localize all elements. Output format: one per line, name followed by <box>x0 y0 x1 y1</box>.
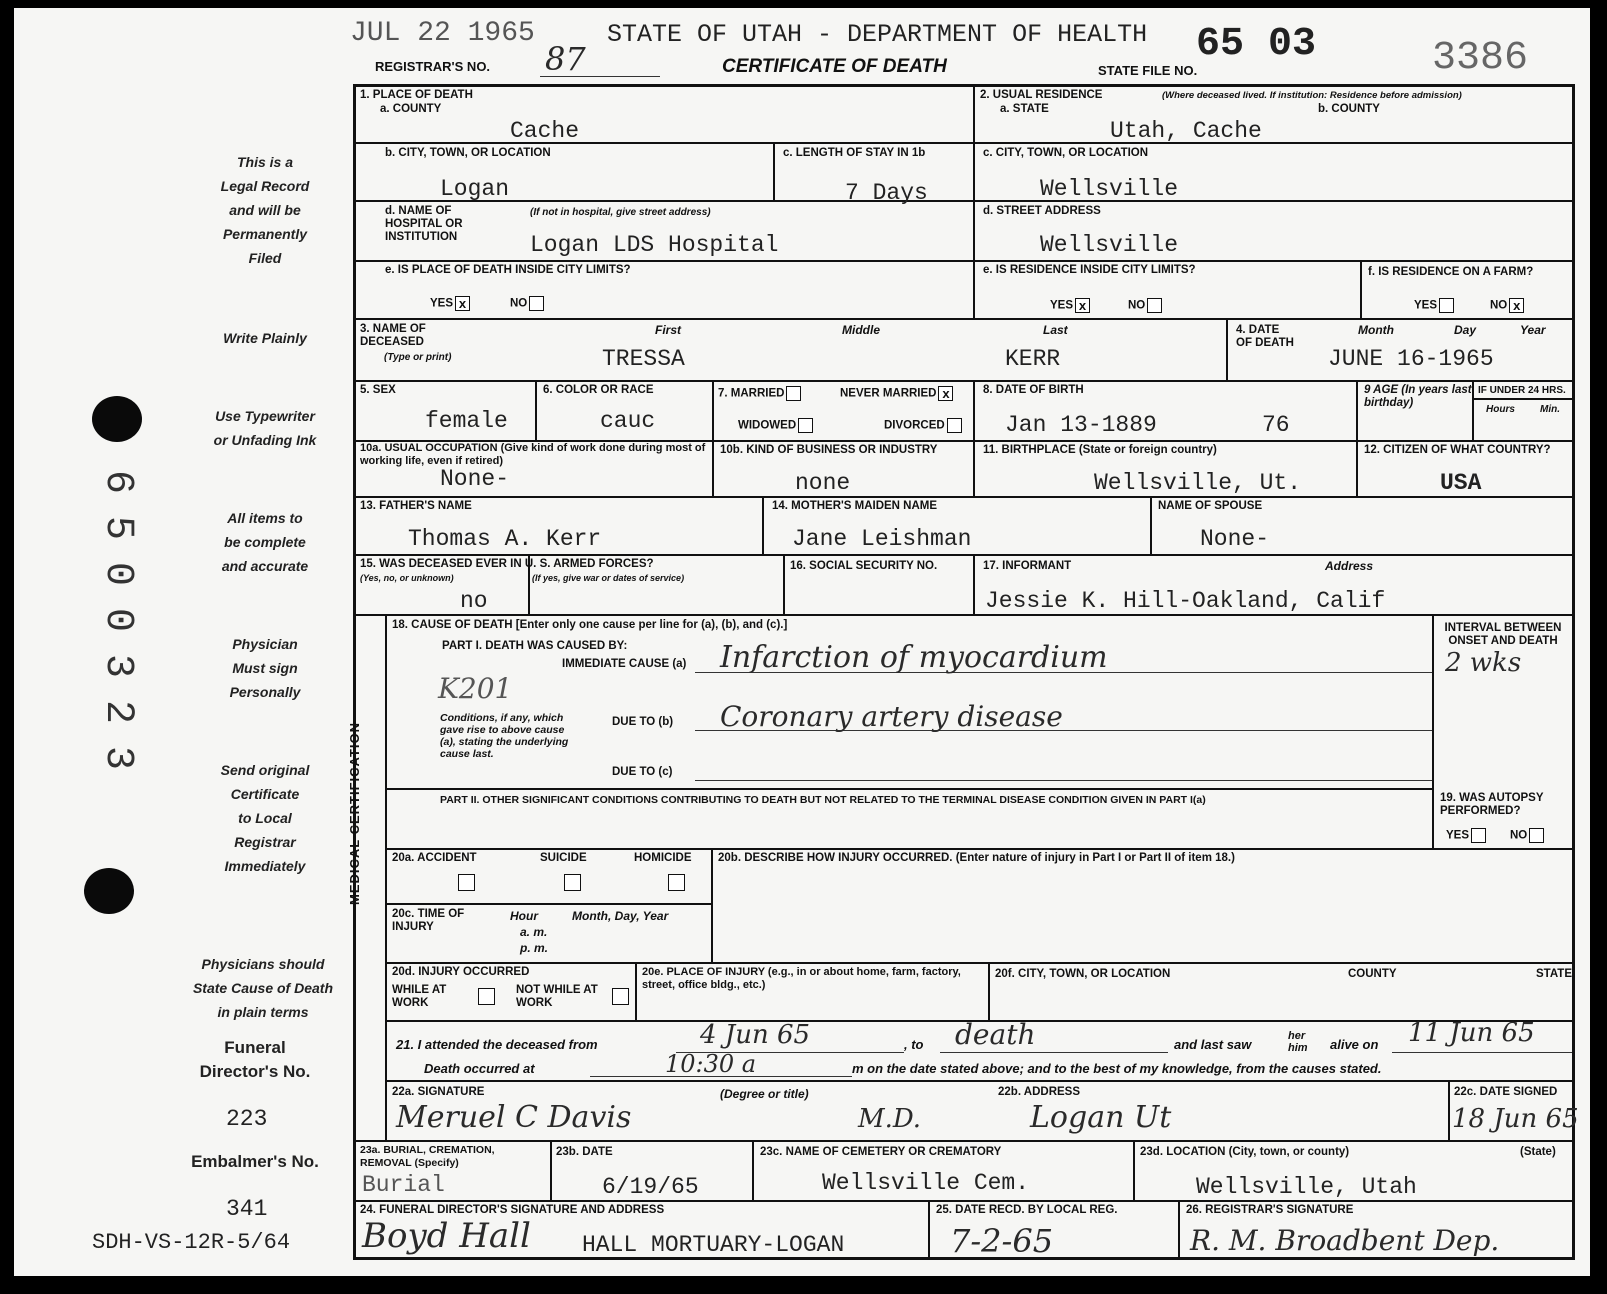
label-date-23b: 23b. DATE <box>556 1146 613 1158</box>
label-suicide: SUICIDE <box>540 852 587 864</box>
label-injury-how: 20b. DESCRIBE HOW INJURY OCCURRED. (Enter nature of injury in Part I or Part II of item 18.) <box>718 852 1235 864</box>
label-signature: 22a. SIGNATURE <box>392 1086 485 1098</box>
marital-divorced: DIVORCED <box>884 418 962 433</box>
label-to: , to <box>904 1037 924 1052</box>
label-state-paren: (State) <box>1520 1146 1556 1158</box>
value-sex: female <box>425 408 508 434</box>
registrars-no: 87 <box>545 40 586 78</box>
label-type-print: (Type or print) <box>384 352 452 363</box>
value-residence-city: Wellsville <box>1040 176 1179 202</box>
value-county: Cache <box>510 118 580 144</box>
label-age: 9 AGE (In years last birthday) <box>1364 384 1472 409</box>
checkbox-res-city-yes[interactable]: x <box>1075 298 1090 313</box>
label-name-deceased: 3. NAME OF DECEASED <box>360 323 426 348</box>
value-hospital: Logan LDS Hospital <box>530 232 779 258</box>
value-business: none <box>795 470 851 496</box>
label-state-injury: STATE <box>1536 968 1572 980</box>
label-injury-occurred: 20d. INJURY OCCURRED <box>392 966 530 978</box>
farm-yes: YES <box>1414 298 1454 313</box>
label-her-him: her him <box>1288 1030 1308 1054</box>
label-last-saw: and last saw <box>1174 1037 1252 1052</box>
value-citizen: USA <box>1440 470 1482 496</box>
value-registrar-signature: R. M. Broadbent Dep. <box>1190 1224 1500 1257</box>
label-armed-forces: 15. WAS DECEASED EVER IN U. S. ARMED FORCES? <box>360 558 654 570</box>
label-occupation: 10a. USUAL OCCUPATION (Give kind of work done during most of working life, even if retired) <box>360 442 706 467</box>
vertical-stamp-number: 6500323 <box>95 470 140 793</box>
autopsy-yes: YES <box>1446 828 1486 843</box>
value-date-signed: 18 Jun 65 <box>1452 1104 1579 1134</box>
label-first: First <box>655 323 682 337</box>
label-address: Address <box>1325 559 1374 573</box>
label-hour: Hour <box>510 909 538 923</box>
value-date-of-birth: Jan 13-1889 <box>1005 412 1157 438</box>
received-date-stamp: JUL 22 1965 <box>350 18 535 49</box>
label-mother: 14. MOTHER'S MAIDEN NAME <box>772 500 938 512</box>
value-length-stay: 7 Days <box>845 180 928 206</box>
label-death-statement: m on the date stated above; and to the best of my knowledge, from the causes stated. <box>852 1061 1382 1076</box>
label-county-injury: COUNTY <box>1348 968 1397 980</box>
value-physician-signature: Meruel C Davis <box>396 1100 632 1135</box>
checkbox-widowed[interactable] <box>798 418 813 433</box>
label-burial: 23a. BURIAL, CREMATION, REMOVAL (Specify) <box>360 1144 495 1169</box>
label-state-a: a. STATE <box>1000 103 1049 115</box>
checkbox-res-city-no[interactable] <box>1147 298 1162 313</box>
value-last-alive: 11 Jun 65 <box>1408 1018 1535 1048</box>
label-city-c: c. CITY, TOWN, OR LOCATION <box>983 147 1149 159</box>
checkbox-married[interactable] <box>786 386 801 401</box>
inside-city-yes: YES x <box>430 296 470 311</box>
label-business: 10b. KIND OF BUSINESS OR INDUSTRY <box>720 444 938 456</box>
state-file-no: 65 03 <box>1196 22 1317 67</box>
label-year: Year <box>1520 323 1546 337</box>
value-degree: M.D. <box>858 1104 922 1134</box>
value-attended-from: 4 Jun 65 <box>700 1020 811 1050</box>
label-cemetery: 23c. NAME OF CEMETERY OR CREMATORY <box>760 1146 1002 1158</box>
value-signature-address: Logan Ut <box>1030 1100 1172 1135</box>
value-location: Wellsville, Utah <box>1196 1174 1417 1200</box>
punch-hole-top <box>92 396 142 442</box>
value-birthplace: Wellsville, Ut. <box>1094 470 1302 496</box>
label-place-of-death: 1. PLACE OF DEATH <box>360 89 473 101</box>
checkbox-autopsy-no[interactable] <box>1529 828 1544 843</box>
value-cause-a: Infarction of myocardium <box>720 640 1108 675</box>
checkbox-accident[interactable] <box>458 874 475 891</box>
sidebar-typewriter: Use Typewriter or Unfading Ink <box>213 408 317 448</box>
label-county-b: b. COUNTY <box>1318 103 1380 115</box>
label-alive-on: alive on <box>1330 1037 1379 1052</box>
sidebar-complete: All items to be complete and accurate <box>221 510 309 574</box>
value-first-name: TRESSA <box>602 346 685 372</box>
label-cause-of-death: 18. CAUSE OF DEATH [Enter only one cause per line for (a), (b), and (c).] <box>392 619 788 631</box>
funeral-director-no: 223 <box>226 1106 268 1132</box>
label-armed-note2: (If yes, give war or dates of service) <box>532 573 685 583</box>
label-place-of-injury: 20e. PLACE OF INJURY (e.g., in or about home, farm, factory, street, office bldg., etc.) <box>642 966 961 991</box>
label-degree: (Degree or title) <box>720 1087 809 1101</box>
label-hours: Hours <box>1486 404 1515 415</box>
label-middle: Middle <box>842 323 880 337</box>
checkbox-homicide[interactable] <box>668 874 685 891</box>
value-spouse: None- <box>1200 526 1270 552</box>
funeral-director-label: Funeral Director's No. <box>199 1038 311 1081</box>
checkbox-never-married[interactable]: x <box>938 386 953 401</box>
label-informant: 17. INFORMANT <box>983 560 1072 572</box>
value-interval: 2 wks <box>1445 648 1522 678</box>
label-city-of-injury: 20f. CITY, TOWN, OR LOCATION <box>995 968 1171 980</box>
value-armed-forces: no <box>460 588 488 614</box>
label-accident: 20a. ACCIDENT <box>392 852 477 864</box>
checkbox-inside-city-yes[interactable]: x <box>455 296 470 311</box>
state-file-no-2: 3386 <box>1432 36 1529 81</box>
registrars-no-label: REGISTRAR'S NO. <box>375 59 491 74</box>
label-am: a. m. <box>520 925 548 939</box>
label-date-of-death: 4. DATE OF DEATH <box>1236 324 1294 349</box>
label-father: 13. FATHER'S NAME <box>360 500 472 512</box>
label-inside-city-limits: e. IS PLACE OF DEATH INSIDE CITY LIMITS? <box>385 264 631 276</box>
label-sex: 5. SEX <box>360 384 396 396</box>
value-residence-street: Wellsville <box>1040 232 1179 258</box>
label-city-b: b. CITY, TOWN, OR LOCATION <box>385 147 551 159</box>
res-city-yes: YES x <box>1050 298 1090 313</box>
form-number: SDH-VS-12R-5/64 <box>92 1230 291 1255</box>
punch-hole-bottom <box>84 868 134 914</box>
value-race: cauc <box>600 408 656 434</box>
label-month: Month <box>1358 323 1394 337</box>
marital-widowed: WIDOWED <box>738 418 813 433</box>
label-last: Last <box>1043 323 1068 337</box>
label-date-signed: 22c. DATE SIGNED <box>1454 1086 1558 1098</box>
label-birthplace: 11. BIRTHPLACE (State or foreign country) <box>983 444 1217 456</box>
label-immediate-cause: IMMEDIATE CAUSE (a) <box>562 658 687 670</box>
label-min: Min. <box>1540 404 1560 415</box>
label-death-at: Death occurred at <box>424 1061 535 1076</box>
marital-never: NEVER MARRIED x <box>840 386 953 401</box>
label-due-to-c: DUE TO (c) <box>612 766 673 778</box>
value-residence-state-county: Utah, Cache <box>1110 118 1262 144</box>
checkbox-suicide[interactable] <box>564 874 581 891</box>
label-registrar-signature: 26. REGISTRAR'S SIGNATURE <box>1186 1204 1354 1216</box>
inside-city-no: NO <box>510 296 544 311</box>
marital-married: 7. MARRIED <box>718 386 801 401</box>
autopsy-no: NO <box>1510 828 1544 843</box>
checkbox-farm-no[interactable]: x <box>1509 298 1524 313</box>
sidebar-physicians-should: Physicians should State Cause of Death in plain terms <box>192 956 334 1020</box>
value-father: Thomas A. Kerr <box>408 526 602 552</box>
value-last-name: KERR <box>1005 346 1061 372</box>
label-not-at-work: NOT WHILE AT WORK <box>516 984 598 1009</box>
label-attended: 21. I attended the deceased from <box>396 1037 598 1052</box>
value-death-time: 10:30 a <box>665 1050 757 1078</box>
label-homicide: HOMICIDE <box>634 852 692 864</box>
label-address-22b: 22b. ADDRESS <box>998 1086 1081 1098</box>
value-informant: Jessie K. Hill-Oakland, Calif <box>985 588 1386 614</box>
checkbox-divorced[interactable] <box>947 418 962 433</box>
label-farm: f. IS RESIDENCE ON A FARM? <box>1368 266 1534 278</box>
label-residence-inside-city: e. IS RESIDENCE INSIDE CITY LIMITS? <box>983 264 1196 276</box>
label-mdy: Month, Day, Year <box>572 909 669 923</box>
sidebar-write-plainly: Write Plainly <box>223 330 307 346</box>
label-funeral-signature: 24. FUNERAL DIRECTOR'S SIGNATURE AND ADDRESS <box>360 1204 665 1216</box>
checkbox-inside-city-no[interactable] <box>529 296 544 311</box>
checkbox-autopsy-yes[interactable] <box>1471 828 1486 843</box>
value-age: 76 <box>1262 412 1290 438</box>
label-pm: p. m. <box>520 941 549 955</box>
sidebar-physician: Physician Must sign Personally <box>229 636 301 700</box>
label-usual-residence: 2. USUAL RESIDENCE <box>980 89 1103 101</box>
label-under-24-hrs: IF UNDER 24 HRS. <box>1478 385 1566 396</box>
label-autopsy: 19. WAS AUTOPSY PERFORMED? <box>1440 792 1544 817</box>
label-street-address: d. STREET ADDRESS <box>983 205 1101 217</box>
farm-no: NO x <box>1490 298 1524 313</box>
label-date-of-birth: 8. DATE OF BIRTH <box>983 384 1084 396</box>
label-armed-note1: (Yes, no, or unknown) <box>360 573 454 583</box>
label-spouse: NAME OF SPOUSE <box>1158 500 1263 512</box>
label-while-at-work: WHILE AT WORK <box>392 984 447 1009</box>
label-due-to-b: DUE TO (b) <box>612 716 674 728</box>
agency-title: STATE OF UTAH - DEPARTMENT OF HEALTH <box>607 20 1148 49</box>
value-code: K201 <box>438 672 513 705</box>
value-date-of-death: JUNE 16-1965 <box>1328 346 1494 372</box>
label-length-stay: c. LENGTH OF STAY IN 1b <box>783 147 926 159</box>
value-disposition: Burial <box>362 1172 445 1198</box>
checkbox-farm-yes[interactable] <box>1439 298 1454 313</box>
sidebar-legal-record: This is a Legal Record and will be Permanently Filed <box>220 154 310 266</box>
label-color-race: 6. COLOR OR RACE <box>543 384 654 396</box>
label-location: 23d. LOCATION (City, town, or county) <box>1140 1146 1350 1158</box>
label-ssn: 16. SOCIAL SECURITY NO. <box>790 560 938 572</box>
label-medical-certification: MEDICAL CERTIFICATION <box>347 721 362 905</box>
res-city-no: NO <box>1128 298 1162 313</box>
value-cemetery: Wellsville Cem. <box>822 1170 1030 1196</box>
label-usual-residence-note: (Where deceased lived. If institution: Residence before admission) <box>1162 90 1462 101</box>
value-funeral-address: HALL MORTUARY-LOGAN <box>582 1232 845 1258</box>
label-county-a: a. COUNTY <box>380 103 442 115</box>
label-conditions: Conditions, if any, which gave rise to above cause (a), stating the underlying cause last. <box>440 712 569 760</box>
value-funeral-signature: Boyd Hall <box>362 1216 531 1256</box>
value-date-received: 7-2-65 <box>950 1222 1054 1260</box>
label-hospital-note: (If not in hospital, give street address) <box>530 207 711 218</box>
value-city: Logan <box>440 176 510 202</box>
state-file-label: STATE FILE NO. <box>1098 63 1198 78</box>
value-mother: Jane Leishman <box>792 526 972 552</box>
label-interval: INTERVAL BETWEEN ONSET AND DEATH <box>1444 622 1562 647</box>
label-date-received: 25. DATE RECD. BY LOCAL REG. <box>936 1204 1118 1216</box>
value-attended-to: death <box>955 1018 1036 1051</box>
checkbox-not-at-work[interactable] <box>612 988 629 1005</box>
checkbox-while-at-work[interactable] <box>478 988 495 1005</box>
label-citizen: 12. CITIZEN OF WHAT COUNTRY? <box>1364 444 1551 456</box>
value-occupation: None- <box>440 466 510 492</box>
label-part1: PART I. DEATH WAS CAUSED BY: <box>442 640 628 652</box>
value-burial-date: 6/19/65 <box>602 1174 699 1200</box>
certificate-title: CERTIFICATE OF DEATH <box>722 56 947 77</box>
label-hospital: d. NAME OF HOSPITAL OR INSTITUTION <box>385 205 463 243</box>
label-day: Day <box>1454 323 1477 337</box>
embalmer-no: 341 <box>226 1196 268 1222</box>
label-part2: PART II. OTHER SIGNIFICANT CONDITIONS CONTRIBUTING TO DEATH BUT NOT RELATED TO THE TERMINAL DISEASE CONDITION GIVEN IN PART I(a) <box>440 794 1206 806</box>
sidebar-send-original: Send original Certificate to Local Registrar Immediately <box>220 762 310 874</box>
value-cause-b: Coronary artery disease <box>720 700 1063 733</box>
embalmer-label: Embalmer's No. <box>191 1152 319 1171</box>
label-time-of-injury: 20c. TIME OF INJURY <box>392 908 465 933</box>
